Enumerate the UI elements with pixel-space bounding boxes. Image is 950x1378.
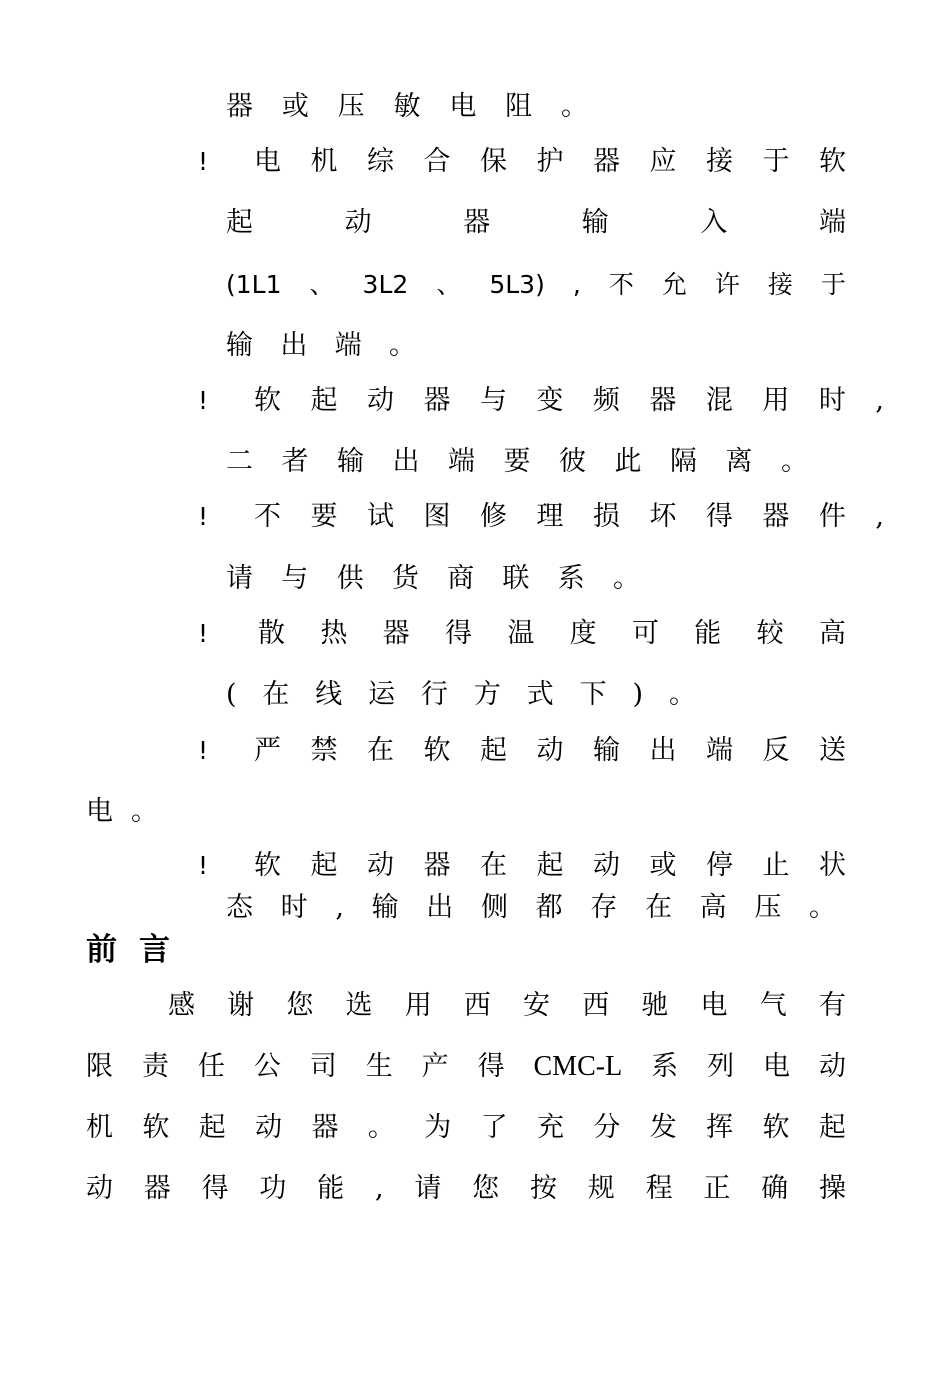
glyph: 于 (762, 146, 790, 177)
glyph: 温 (507, 618, 535, 649)
glyph: 压 (754, 892, 782, 923)
glyph: 电 (449, 91, 477, 122)
glyph: 在 (644, 892, 672, 923)
glyph: 器 (382, 618, 410, 649)
glyph: 。 (808, 892, 836, 923)
glyph: 限 (86, 1051, 113, 1082)
glyph: 。 (668, 679, 696, 710)
glyph: 起 (536, 850, 564, 881)
warning-3-bullet: ! (198, 502, 209, 531)
glyph: 在 (480, 850, 507, 881)
glyph: 发 (649, 1112, 677, 1143)
glyph: 规 (587, 1173, 615, 1204)
glyph: 器 (423, 385, 451, 416)
warning-1-line-0 (254, 142, 846, 182)
warning-6-bullet: ! (198, 851, 209, 880)
glyph: , (875, 501, 884, 532)
glyph: 电 (254, 146, 281, 177)
glyph: 、 (436, 270, 462, 299)
glyph: 方 (473, 679, 501, 710)
glyph: 于 (820, 270, 846, 299)
glyph: 器 (762, 501, 790, 532)
preface-line-1 (86, 1047, 846, 1087)
warning-3-line-1 (226, 559, 640, 599)
glyph: 机 (86, 1112, 113, 1143)
glyph: 输 (337, 446, 364, 477)
glyph: 端 (706, 735, 733, 766)
glyph: 隔 (670, 446, 697, 477)
glyph: 软 (254, 850, 281, 881)
preface-line-3 (86, 1169, 846, 1209)
glyph: 允 (661, 270, 687, 299)
glyph: 时 (818, 385, 846, 416)
glyph: 谢 (227, 990, 255, 1021)
glyph: 较 (756, 618, 784, 649)
glyph: 状 (819, 850, 846, 881)
glyph: 理 (536, 501, 564, 532)
glyph: 试 (366, 501, 394, 532)
glyph: 您 (472, 1173, 500, 1204)
warning-0-line-0 (226, 87, 588, 127)
glyph: 您 (286, 990, 314, 1021)
glyph: 3L2 (362, 270, 409, 299)
glyph: 彼 (559, 446, 586, 477)
glyph: 商 (447, 563, 475, 594)
glyph: 。 (560, 91, 588, 122)
warning-2-line-1 (226, 442, 808, 482)
glyph: 频 (592, 385, 620, 416)
glyph: 动 (536, 735, 564, 766)
glyph: ) (632, 679, 644, 710)
glyph: 或 (649, 850, 677, 881)
glyph: , (572, 270, 581, 299)
glyph: 操 (818, 1173, 846, 1204)
warning-6-line-1 (226, 888, 836, 928)
glyph: 司 (309, 1051, 337, 1082)
glyph: 在 (367, 735, 394, 766)
glyph: 许 (714, 270, 740, 299)
glyph: 请 (226, 563, 253, 594)
glyph: 反 (762, 735, 790, 766)
glyph: 感 (168, 990, 195, 1021)
glyph: 入 (700, 207, 728, 238)
glyph: 。 (131, 796, 158, 827)
glyph: 坏 (649, 501, 677, 532)
glyph: 公 (253, 1051, 281, 1082)
glyph: 合 (423, 146, 451, 177)
glyph: 端 (818, 207, 846, 238)
glyph: 接 (767, 270, 793, 299)
glyph: 热 (320, 618, 348, 649)
glyph: 列 (707, 1051, 735, 1082)
glyph: 电 (763, 1051, 790, 1082)
glyph: 不 (254, 501, 281, 532)
glyph: 了 (480, 1112, 508, 1143)
glyph: 时 (280, 892, 308, 923)
glyph: 安 (523, 990, 551, 1021)
glyph: 责 (141, 1051, 169, 1082)
glyph: 在 (262, 679, 290, 710)
glyph: 功 (259, 1173, 287, 1204)
glyph: 修 (479, 501, 507, 532)
glyph: 行 (421, 679, 449, 710)
glyph: 应 (649, 146, 677, 177)
glyph: 器 (143, 1173, 171, 1204)
glyph: 停 (706, 850, 733, 881)
glyph: 起 (818, 1112, 846, 1143)
warning-6-line-0 (254, 846, 846, 886)
glyph: 生 (365, 1051, 393, 1082)
glyph: ( (226, 679, 237, 710)
glyph: 软 (254, 385, 281, 416)
glyph: 不 (608, 270, 634, 299)
glyph: 。 (781, 446, 808, 477)
glyph: 动 (86, 1173, 113, 1204)
glyph: 与 (479, 385, 507, 416)
glyph: 联 (502, 563, 530, 594)
glyph: 机 (310, 146, 338, 177)
warning-5-bullet: ! (198, 736, 209, 765)
glyph: 器 (311, 1112, 339, 1143)
preface-line-0 (168, 986, 846, 1026)
glyph: 用 (762, 385, 790, 416)
glyph: 禁 (310, 735, 338, 766)
glyph: 得 (444, 618, 472, 649)
glyph: 送 (819, 735, 846, 766)
glyph: 出 (392, 446, 420, 477)
glyph: 程 (645, 1173, 673, 1204)
glyph: 器 (226, 91, 253, 122)
glyph: 输 (226, 330, 253, 361)
glyph: 分 (593, 1112, 621, 1143)
glyph: 者 (281, 446, 309, 477)
glyph: 确 (761, 1173, 789, 1204)
warning-2-line-0 (254, 381, 884, 421)
glyph: 都 (535, 892, 563, 923)
glyph: 动 (367, 850, 394, 881)
glyph: 软 (142, 1112, 170, 1143)
glyph: 5L3) (489, 270, 545, 299)
warning-1-line-1 (226, 203, 846, 243)
glyph: 得 (477, 1051, 505, 1082)
glyph: 请 (414, 1173, 442, 1204)
glyph: 离 (725, 446, 753, 477)
glyph: 敏 (393, 91, 421, 122)
glyph: 电 (86, 796, 113, 827)
glyph: 综 (367, 146, 394, 177)
glyph: 动 (344, 207, 372, 238)
glyph: 护 (536, 146, 564, 177)
glyph: 为 (424, 1112, 452, 1143)
glyph: 阻 (505, 91, 533, 122)
glyph: , (875, 385, 884, 416)
warning-1-line-2 (226, 265, 846, 305)
glyph: 此 (614, 446, 642, 477)
glyph: 保 (480, 146, 507, 177)
glyph: 、 (309, 270, 335, 299)
glyph: 有 (818, 990, 846, 1021)
glyph: 器 (423, 850, 451, 881)
warning-4-bullet: ! (198, 619, 209, 648)
warning-4-line-0 (258, 614, 846, 654)
glyph: 可 (631, 618, 659, 649)
warning-2-bullet: ! (198, 386, 209, 415)
glyph: 高 (699, 892, 727, 923)
glyph: 系 (651, 1051, 679, 1082)
glyph: 式 (526, 679, 554, 710)
glyph: 充 (537, 1112, 564, 1143)
glyph: 要 (310, 501, 338, 532)
glyph: 运 (368, 679, 396, 710)
glyph: 图 (423, 501, 451, 532)
glyph: 存 (590, 892, 618, 923)
glyph: 起 (310, 385, 338, 416)
warning-5-line-1 (86, 792, 158, 832)
glyph: 出 (649, 735, 677, 766)
glyph: , (335, 892, 344, 923)
glyph: 得 (705, 501, 733, 532)
glyph: 度 (569, 618, 597, 649)
glyph: 正 (703, 1173, 731, 1204)
glyph: 起 (480, 735, 507, 766)
glyph: 侧 (480, 892, 508, 923)
glyph: 严 (254, 735, 281, 766)
glyph: 动 (255, 1112, 283, 1143)
warning-3-line-0 (254, 497, 884, 537)
glyph: 电 (700, 990, 728, 1021)
glyph: 系 (557, 563, 585, 594)
glyph: , (374, 1173, 384, 1204)
glyph: 输 (581, 207, 609, 238)
glyph: 。 (612, 563, 640, 594)
glyph: 要 (503, 446, 531, 477)
glyph: 止 (762, 850, 790, 881)
glyph: 器 (463, 207, 491, 238)
glyph: 挥 (706, 1112, 734, 1143)
glyph: 接 (706, 146, 733, 177)
glyph: 用 (404, 990, 432, 1021)
preface-line-2 (86, 1108, 846, 1148)
warning-1-line-3 (226, 326, 416, 366)
glyph: 二 (226, 446, 253, 477)
glyph: 线 (315, 679, 343, 710)
glyph: 按 (529, 1173, 557, 1204)
glyph: 得 (201, 1173, 229, 1204)
glyph: 软 (423, 735, 451, 766)
glyph: 西 (582, 990, 610, 1021)
glyph: 输 (593, 735, 620, 766)
glyph: 起 (226, 207, 253, 238)
glyph: CMC-L (533, 1051, 623, 1082)
glyph: 选 (345, 990, 373, 1021)
glyph: 供 (336, 563, 364, 594)
glyph: 起 (310, 850, 338, 881)
glyph: 。 (388, 330, 416, 361)
glyph: 起 (198, 1112, 226, 1143)
glyph: 出 (280, 330, 308, 361)
glyph: 混 (705, 385, 733, 416)
glyph: 动 (593, 850, 620, 881)
glyph: 。 (367, 1112, 395, 1143)
glyph: 动 (366, 385, 394, 416)
glyph: 器 (649, 385, 677, 416)
warning-1-bullet: ! (198, 147, 209, 176)
glyph: 软 (819, 146, 846, 177)
glyph: 西 (463, 990, 491, 1021)
glyph: 驰 (641, 990, 669, 1021)
glyph: 货 (391, 563, 419, 594)
glyph: 端 (448, 446, 475, 477)
glyph: 能 (317, 1173, 345, 1204)
glyph: 变 (536, 385, 564, 416)
warning-4-line-1 (226, 675, 696, 715)
glyph: 件 (818, 501, 846, 532)
glyph: 输 (371, 892, 399, 923)
preface-title: 前言 (86, 932, 192, 968)
glyph: (1L1 (226, 270, 282, 299)
glyph: 散 (258, 618, 285, 649)
glyph: 端 (334, 330, 362, 361)
glyph: 下 (579, 679, 607, 710)
glyph: 任 (197, 1051, 225, 1082)
glyph: 产 (421, 1051, 449, 1082)
glyph: 压 (337, 91, 365, 122)
glyph: 高 (818, 618, 846, 649)
glyph: 软 (762, 1112, 790, 1143)
glyph: 气 (759, 990, 787, 1021)
glyph: 能 (694, 618, 722, 649)
glyph: 损 (592, 501, 620, 532)
warning-5-line-0 (254, 731, 846, 771)
glyph: 动 (818, 1051, 846, 1082)
glyph: 与 (281, 563, 309, 594)
glyph: 器 (593, 146, 620, 177)
glyph: 出 (426, 892, 454, 923)
glyph: 态 (226, 892, 253, 923)
glyph: 或 (281, 91, 309, 122)
